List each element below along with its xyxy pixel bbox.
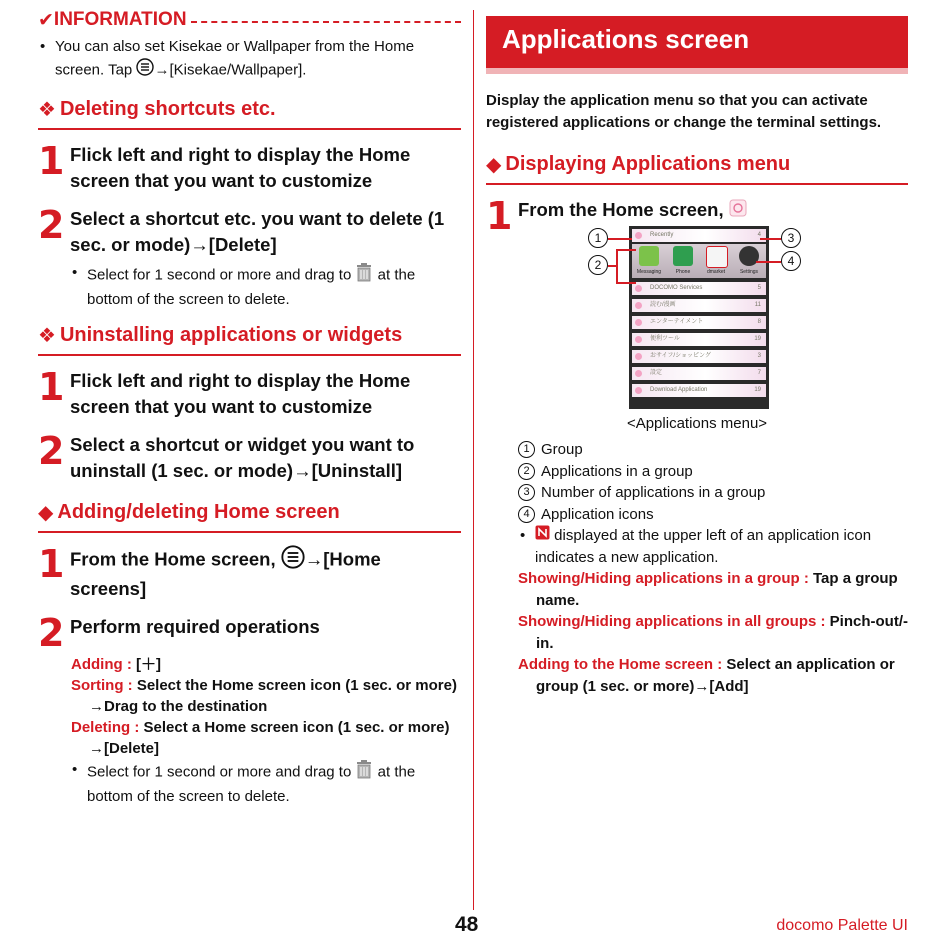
dashed-rule <box>191 21 461 23</box>
applications-menu-screenshot <box>629 226 769 409</box>
information-note: • You can also set Kisekae or Wallpaper from the Home screen. Tap →[Kisekae/Wallpaper]. <box>38 36 461 83</box>
callout-4: 4 <box>781 251 801 271</box>
information-title: INFORMATION <box>53 9 187 30</box>
operation-add-to-home: Adding to the Home screen : Select an application or group (1 sec. or more)→[Add] <box>518 656 895 695</box>
group-row: 読む/漫画 11 <box>632 299 766 312</box>
callout-1: 1 <box>588 228 608 248</box>
callout-3: 3 <box>781 228 801 248</box>
legend-item-1: 1 Group <box>518 439 910 461</box>
check-icon: ✔ <box>38 9 54 31</box>
apps-key-icon <box>729 198 747 224</box>
callout-2-line <box>608 265 616 267</box>
legend-item-2: 2 Applications in a group <box>518 461 910 483</box>
group-row: おサイフ/ショッピング 3 <box>632 350 766 363</box>
menu-key-icon <box>136 58 154 83</box>
footer-brand: docomo Palette UI <box>776 917 908 934</box>
left-column <box>38 8 461 808</box>
legend-item-3: 3 Number of applications in a group <box>518 482 910 504</box>
trash-icon <box>355 262 373 289</box>
right-column <box>486 16 908 695</box>
legend <box>518 439 910 697</box>
adding-operations: Adding : [＋] Sorting : Select the Home screen icon (1 sec. or more) →Drag to the destination Deleting : Select a Home screen icon (1 sec. or more) →[Delete] <box>71 656 457 757</box>
information-heading <box>38 8 461 32</box>
deleting-note: • Select for 1 second or more and drag to at the bottom of the screen to delete. <box>72 264 416 308</box>
applications-screen-title: Applications screen <box>486 16 908 74</box>
group-row: DOCOMO Services 5 <box>632 282 766 295</box>
phone-app-icon <box>673 246 693 266</box>
callout-2-bracket-top <box>616 249 636 251</box>
deleting-step-1: 1 Flick left and right to display the Home screen that you want to customize <box>38 139 411 191</box>
section-mark-icon: ❖ <box>38 325 56 347</box>
application-icons-row: Messaging Phone dmarket Settings <box>632 244 766 278</box>
trash-icon <box>355 759 373 786</box>
new-badge-icon <box>535 525 550 547</box>
intro-text: Display the application menu so that you can activate registered applications or change the terminal settings. <box>486 92 882 131</box>
legend-item-4: 4 Application icons <box>518 504 910 526</box>
operation-show-hide-group: Showing/Hiding applications in a group : Tap a group name. <box>518 570 898 609</box>
dmarket-app-icon <box>706 246 728 268</box>
messaging-app-icon <box>639 246 659 266</box>
menu-key-icon <box>281 545 305 576</box>
column-divider <box>473 10 474 910</box>
deleting-shortcuts-heading: ❖ Deleting shortcuts etc. <box>38 97 461 130</box>
adding-step-2: 2 Perform required operations <box>38 611 320 655</box>
settings-app-icon <box>739 246 759 266</box>
group-row: 設定 7 <box>632 367 766 380</box>
adding-deleting-heading: ◆ Adding/deleting Home screen <box>38 500 461 533</box>
adding-note: • Select for 1 second or more and drag to at the bottom of the screen to delete. <box>72 761 416 805</box>
callout-3-line <box>760 238 781 240</box>
diamond-icon: ◆ <box>486 154 502 176</box>
group-row: 便利ツール 19 <box>632 333 766 346</box>
callout-2: 2 <box>588 255 608 275</box>
callout-2-bracket <box>616 249 618 283</box>
callout-4-line <box>756 261 781 263</box>
displaying-step-1: 1 From the Home screen, <box>486 197 908 235</box>
group-row: Download Application 19 <box>632 384 766 397</box>
operation-show-hide-all: Showing/Hiding applications in all groups : Pinch-out/-in. <box>518 613 908 652</box>
group-row: エンターテイメント 8 <box>632 316 766 329</box>
deleting-step-2: 2 Select a shortcut etc. you want to delete (1 sec. or mode)→[Delete] <box>38 203 445 255</box>
page-number: 48 <box>455 913 479 936</box>
displaying-applications-heading: ◆ Displaying Applications menu <box>486 152 908 185</box>
applications-menu-caption: <Applications menu> <box>626 415 768 432</box>
group-row-recently: Recently 4 <box>632 229 766 242</box>
uninstalling-heading: ❖ Uninstalling applications or widgets <box>38 323 461 356</box>
adding-step-1: 1 From the Home screen, →[Home screens] <box>38 542 381 599</box>
uninstalling-step-1: 1 Flick left and right to display the Home screen that you want to customize <box>38 365 411 417</box>
section-mark-icon: ❖ <box>38 99 56 121</box>
new-application-note: • displayed at the upper left of an application icon indicates a new application. <box>520 527 872 566</box>
diamond-icon: ◆ <box>38 502 54 524</box>
uninstalling-step-2: 2 Select a shortcut or widget you want to uninstall (1 sec. or mode)→[Uninstall] <box>38 429 415 481</box>
callout-1-line <box>608 238 632 240</box>
callout-2-bracket-bottom <box>616 282 636 284</box>
